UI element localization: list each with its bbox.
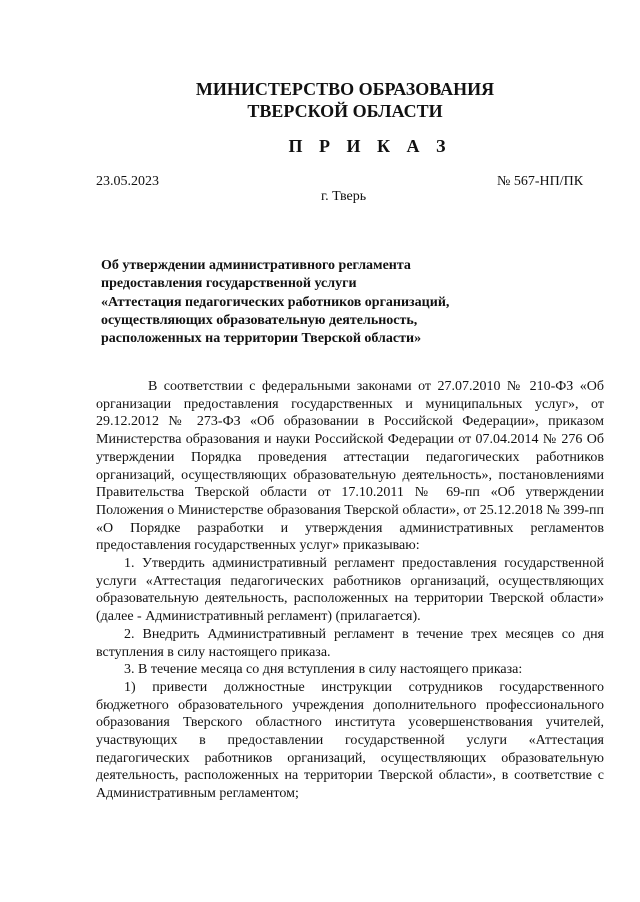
subject-line: Об утверждении административного регламента: [101, 258, 411, 273]
subject-line: «Аттестация педагогических работников организаций,: [101, 294, 450, 310]
subject-line: осуществляющих образовательную деятельность,: [101, 312, 418, 328]
ministry-header: [0, 78, 640, 122]
ministry-name-line1: МИНИСТЕРСТВО ОБРАЗОВАНИЯ: [195, 79, 495, 99]
order-date: 23.05.2023: [96, 174, 159, 189]
order-number: № 567-НП/ПК: [497, 174, 584, 189]
preamble-paragraph: В соответствии с федеральными законами от 27.07.2010 № 210-ФЗ «Об организации предоставления государственных и муниципальных услуг», от 29.12.2012 № 273-ФЗ «Об образовании в Российской Федерации», приказом Министерства образования и науки Российской Федерации от 07.04.2014 № 276 Об утверждении Порядка проведения аттестации педагогических работников организаций, осуществляющих образовательную деятельность», постановлениями Правительства Тверской области от 17.10.2011 № 69-пп «Об утверждении Положения о Министерстве образования Тверской области», от 25.12.2018 № 399-пп «О Порядке разработки и утверждения административных регламентов предоставления государственных услуг» приказываю:: [96, 379, 604, 554]
order-item-3: 3. В течение месяца со дня вступления в силу настоящего приказа:: [124, 662, 523, 678]
document-type-title: П Р И К А З: [288, 136, 452, 156]
order-body: [96, 378, 604, 803]
order-subject: [101, 257, 521, 348]
order-city: г. Тверь: [321, 189, 367, 204]
order-item-3-1: 1) привести должностные инструкции сотрудников государственного бюджетного образовательного учреждения дополнительного профессионального образования Тверского областного института усовершенствования учителей, участвующих в предоставлении государственной услуги «Аттестация педагогических работников организаций, осуществляющих образовательную деятельность, расположенных на территории Тверской области», в соответствие с Административным регламентом;: [96, 679, 604, 802]
subject-line: расположенных на территории Тверской области»: [101, 331, 422, 347]
order-item-1: 1. Утвердить административный регламент предоставления государственной услуги «Аттестация педагогических работников организаций, осуществляющих образовательную деятельность, расположенных на территории Тверской области» (далее - Административный регламент) (прилагается).: [96, 556, 604, 625]
order-item-2: 2. Внедрить Административный регламент в течение трех месяцев со дня вступления в силу настоящего приказа.: [96, 626, 604, 660]
ministry-name-line2: ТВЕРСКОЙ ОБЛАСТИ: [247, 101, 443, 121]
subject-line: предоставления государственной услуги: [101, 276, 357, 292]
